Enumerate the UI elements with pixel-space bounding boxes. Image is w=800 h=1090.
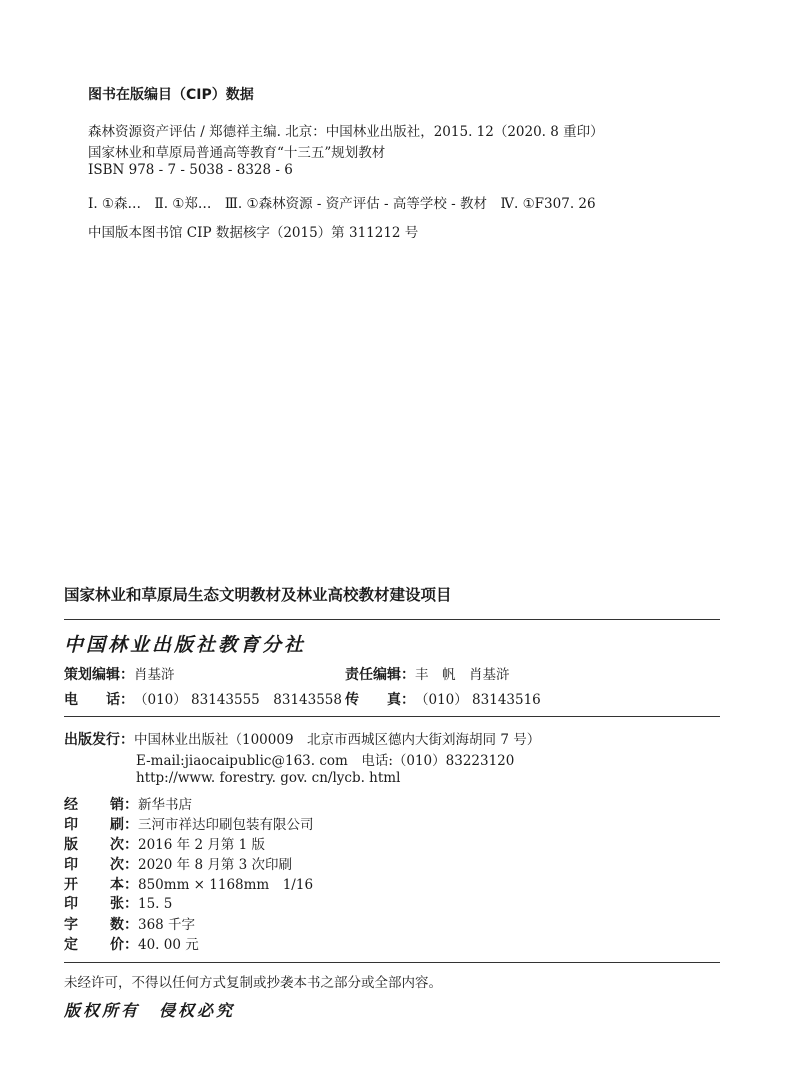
cip-line-cip-number: 中国版本图书馆 CIP 数据核字（2015）第 311212 号 [88,225,419,241]
publisher-label: 出版发行： [64,732,134,748]
phone [64,688,342,709]
press-name: 中国林业出版社教育分社 [64,634,307,656]
cip-title: 图书在版编目（CIP）数据 [88,87,254,103]
planning-editor-value: 肖基浒 [134,667,175,683]
spec-value: 15. 5 [138,896,173,912]
divider-top [64,619,720,620]
spec-value: 850mm × 1168mm 1/16 [138,877,314,893]
planning-editor [64,663,175,684]
spec-row: 印 次 ： 2020 年 8 月第 3 次印刷 [64,853,292,874]
rights-reserved: 版权所有 侵权必究 [64,1001,236,1020]
spec-row: 开 本 ： 850mm × 1168mm 1/16 [64,873,313,894]
publisher-address: 中国林业出版社（100009 北京市西城区德内大街刘海胡同 7 号） [134,732,541,748]
cip-line-series: 国家林业和草原局普通高等教育“十三五”规划教材 [88,145,386,161]
spec-label: 字 数 [64,917,124,933]
divider-middle [64,716,720,717]
spec-row: 经 销 ： 新华书店 [64,793,192,814]
spec-value: 新华书店 [138,797,192,813]
cip-line-classification: Ⅰ. ①森… Ⅱ. ①郑… Ⅲ. ①森林资源 - 资产评估 - 高等学校 - 教材 Ⅳ. ①F307. 26 [88,196,596,212]
spec-label: 定 价 [64,937,124,953]
spec-value: 2016 年 2 月第 1 版 [138,837,265,853]
spec-row: 印 张 ： 15. 5 [64,893,172,913]
spec-label: 印 次 [64,857,124,873]
fax-label: 传 真： [345,692,415,708]
spec-label: 经 销 [64,797,124,813]
publisher-contact: E-mail:jiaocaipublic@163. com 电话:（010）83223120 [136,753,515,769]
spec-label: 印 张 [64,896,124,912]
spec-label: 印 刷 [64,817,124,833]
fax [345,688,541,709]
spec-label: 版 次 [64,837,124,853]
planning-editor-label: 策划编辑： [64,667,134,683]
phone-value: （010） 83143555 83143558 [134,692,342,708]
project-title: 国家林业和草原局生态文明教材及林业高校教材建设项目 [64,586,452,604]
spec-value: 40. 00 元 [138,937,199,953]
spec-row: 印 刷 ： 三河市祥达印刷包装有限公司 [64,813,314,834]
cip-line-isbn: ISBN 978 - 7 - 5038 - 8328 - 6 [88,162,293,178]
publisher [64,728,540,749]
spec-row: 字 数 ： 368 千字 [64,913,195,934]
spec-value: 368 千字 [138,917,196,933]
spec-label: 开 本 [64,877,124,893]
spec-value: 2020 年 8 月第 3 次印刷 [138,857,292,873]
spec-row: 版 次 ： 2016 年 2 月第 1 版 [64,833,265,854]
cip-line-book: 森林资源资产评估 / 郑德祥主编. 北京：中国林业出版社，2015. 12（2020. 8 重印） [88,124,604,140]
publisher-website: http://www. forestry. gov. cn/lycb. html [136,770,401,786]
responsible-editor [345,663,510,684]
spec-value: 三河市祥达印刷包装有限公司 [138,817,314,833]
responsible-editor-value: 丰 帆 肖基浒 [415,667,510,683]
fax-value: （010） 83143516 [415,692,541,708]
phone-label: 电 话： [64,692,134,708]
divider-bottom [64,962,720,963]
responsible-editor-label: 责任编辑： [345,667,415,683]
copyright-notice: 未经许可，不得以任何方式复制或抄袭本书之部分或全部内容。 [64,975,442,991]
spec-row: 定 价 ： 40. 00 元 [64,933,199,954]
